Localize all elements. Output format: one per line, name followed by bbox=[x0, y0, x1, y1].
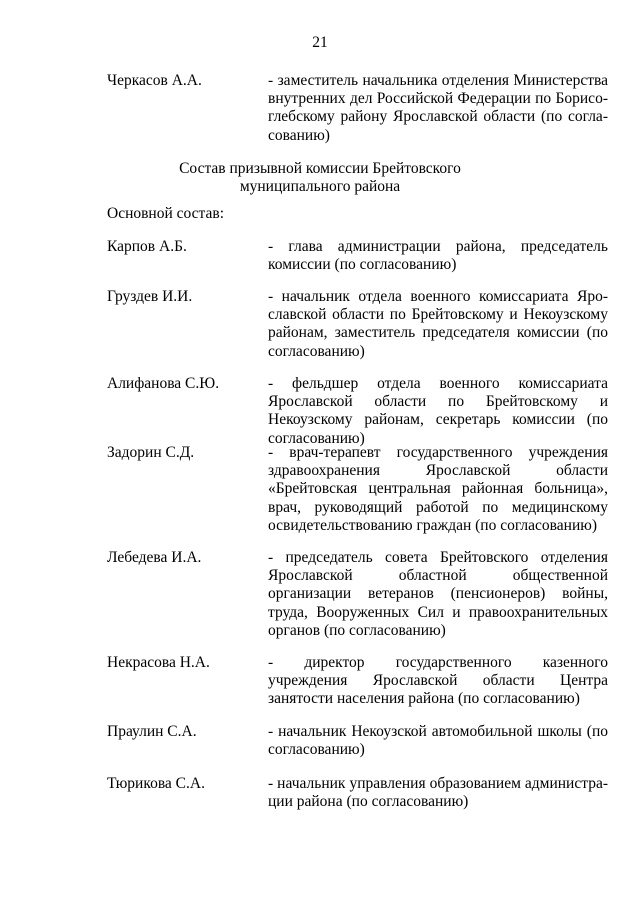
main-composition-label: Основной состав: bbox=[107, 205, 225, 222]
member-role: - начальник отдела военного комиссариата Ярославской области по Брейтовскому и Некоузскому районам, заместитель председателя комиссии (по согласованию) bbox=[268, 288, 608, 360]
member-role: - председатель совета Брейтовского отделения Ярославской областной общественной организации ветеранов (пенсионеров) войны, труда, Вооруженных Сил и правоохранительных органов (по согласованию) bbox=[268, 549, 608, 639]
section-title-line-2: муниципального района bbox=[239, 178, 401, 196]
member-role: - директор государственного казенного учреждения Ярославской области Центра занятости населения района (по согласованию) bbox=[268, 654, 608, 708]
member-name: Карпов А.Б. bbox=[107, 238, 187, 255]
member-name: Некрасова Н.А. bbox=[107, 654, 210, 671]
member-role: - фельдшер отдела военного комиссариата Ярославской области по Брейтовскому и Некоузскому районам, секретарь комиссии (по согласованию) bbox=[268, 375, 608, 447]
member-role: - глава администрации района, председатель комиссии (по согласованию) bbox=[268, 238, 608, 274]
section-title-line-1: Состав призывной комиссии Брейтовского bbox=[179, 160, 461, 177]
member-role: - врач-терапевт государственного учреждения здравоохранения Ярославской области «Брейтовская центральная районная больница», врач, руководящий работой по медицинскому освидетельствованию граждан (по согласованию) bbox=[268, 444, 608, 534]
member-name: Тюрикова С.А. bbox=[107, 775, 205, 792]
member-name: Черкасов А.А. bbox=[107, 72, 202, 89]
member-name: Праулин С.А. bbox=[107, 723, 197, 740]
member-role: - заместитель начальника отделения Министерства внутренних дел Российской Федерации по Борисоглебскому району Ярославской области (по согласованию) bbox=[268, 72, 608, 144]
page-number: 21 bbox=[312, 34, 328, 51]
member-name: Груздев И.И. bbox=[107, 288, 193, 305]
member-name: Лебедева И.А. bbox=[107, 549, 202, 566]
member-name: Алифанова С.Ю. bbox=[107, 375, 220, 392]
section-title bbox=[0, 160, 640, 196]
member-role: - начальник Некоузской автомобильной школы (по согласованию) bbox=[268, 723, 608, 759]
member-role: - начальник управления образованием администрации района (по согласованию) bbox=[268, 775, 608, 811]
member-name: Задорин С.Д. bbox=[107, 444, 195, 461]
